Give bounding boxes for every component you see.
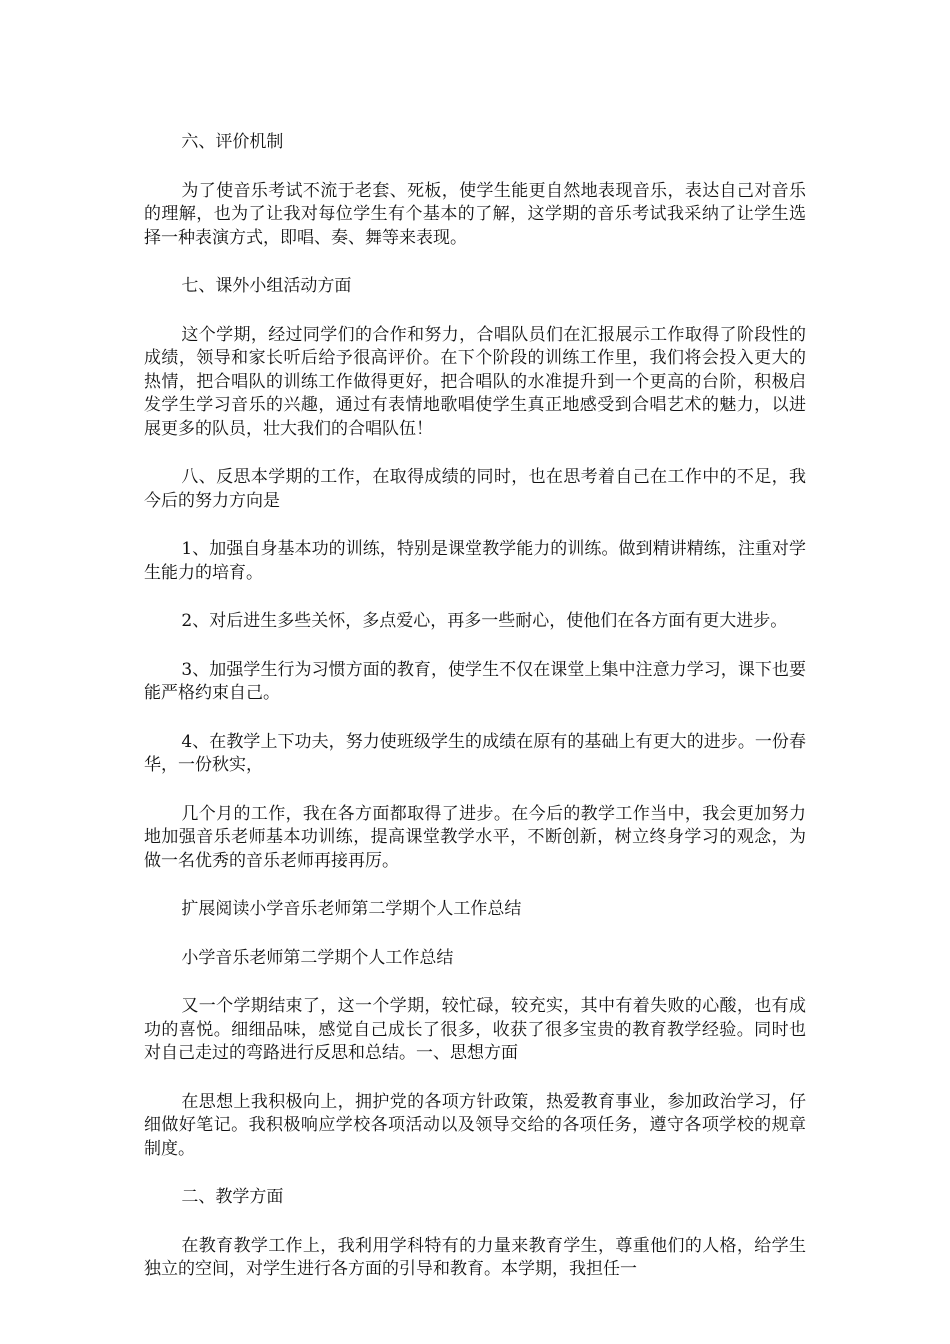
summary-title: 小学音乐老师第二学期个人工作总结 bbox=[181, 947, 454, 968]
paragraph-conclusion: 几个月的工作，我在各方面都取得了进步。在今后的教学工作当中，我会更加努力地加强音乐老师基本功训练，提高课堂教学水平，不断创新，树立终身学习的观念，为做一名优秀的音乐老师再接再厉。 bbox=[144, 803, 806, 871]
list-item-3: 3、加强学生行为习惯方面的教育，使学生不仅在课堂上集中注意力学习，课下也要能严格约束自己。 bbox=[144, 659, 806, 703]
paragraph-reflection-intro: 八、反思本学期的工作，在取得成绩的同时，也在思考着自己在工作中的不足，我今后的努力方向是 bbox=[144, 467, 806, 511]
paragraph-ideology: 在思想上我积极向上，拥护党的各项方针政策，热爱教育事业，参加政治学习，仔细做好笔记。我积极响应学校各项活动以及领导交给的各项任务，遵守各项学校的规章制度。 bbox=[144, 1091, 806, 1159]
paragraph-exam-method: 为了使音乐考试不流于老套、死板，使学生能更自然地表现音乐，表达自己对音乐的理解，也为了让我对每位学生有个基本的了解，这学期的音乐考试我采纳了让学生选择一种表演方式，即唱、奏、舞等来表现。 bbox=[144, 180, 806, 248]
list-item-4: 4、在教学上下功夫，努力使班级学生的成绩在原有的基础上有更大的进步。一份春华，一份秋实， bbox=[144, 731, 806, 775]
paragraph-semester-end: 又一个学期结束了，这一个学期，较忙碌，较充实，其中有着失败的心酸，也有成功的喜悦。细细品味，感觉自己成长了很多，收获了很多宝贵的教育教学经验。同时也对自己走过的弯路进行反思和总结。一、思想方面 bbox=[144, 996, 806, 1063]
section-heading-teaching: 二、教学方面 bbox=[181, 1187, 284, 1207]
section-heading-extracurricular: 七、课外小组活动方面 bbox=[181, 276, 352, 296]
document-body bbox=[144, 131, 806, 1307]
list-item-1: 1、加强自身基本功的训练，特别是课堂教学能力的训练。做到精讲精练，注重对学生能力的培育。 bbox=[144, 539, 806, 583]
list-item-2: 2、对后进生多些关怀，多点爱心，再多一些耐心，使他们在各方面有更大进步。 bbox=[181, 611, 788, 631]
paragraph-teaching: 在教育教学工作上，我利用学科特有的力量来教育学生，尊重他们的人格，给学生独立的空间，对学生进行各方面的引导和教育。本学期，我担任一 bbox=[144, 1235, 806, 1279]
extended-reading-title: 扩展阅读小学音乐老师第二学期个人工作总结 bbox=[181, 899, 522, 919]
paragraph-choir: 这个学期，经过同学们的合作和努力，合唱队员们在汇报展示工作取得了阶段性的成绩，领导和家长听后给予很高评价。在下个阶段的训练工作里，我们将会投入更大的热情，把合唱队的训练工作做得更好，把合唱队的水准提升到一个更高的台阶，积极启发学生学习音乐的兴趣，通过有表情地歌唱使学生真正地感受到合唱艺术的魅力，以进展更多的队员，壮大我们的合唱队伍！ bbox=[144, 324, 806, 439]
section-heading-evaluation: 六、评价机制 bbox=[181, 132, 284, 152]
